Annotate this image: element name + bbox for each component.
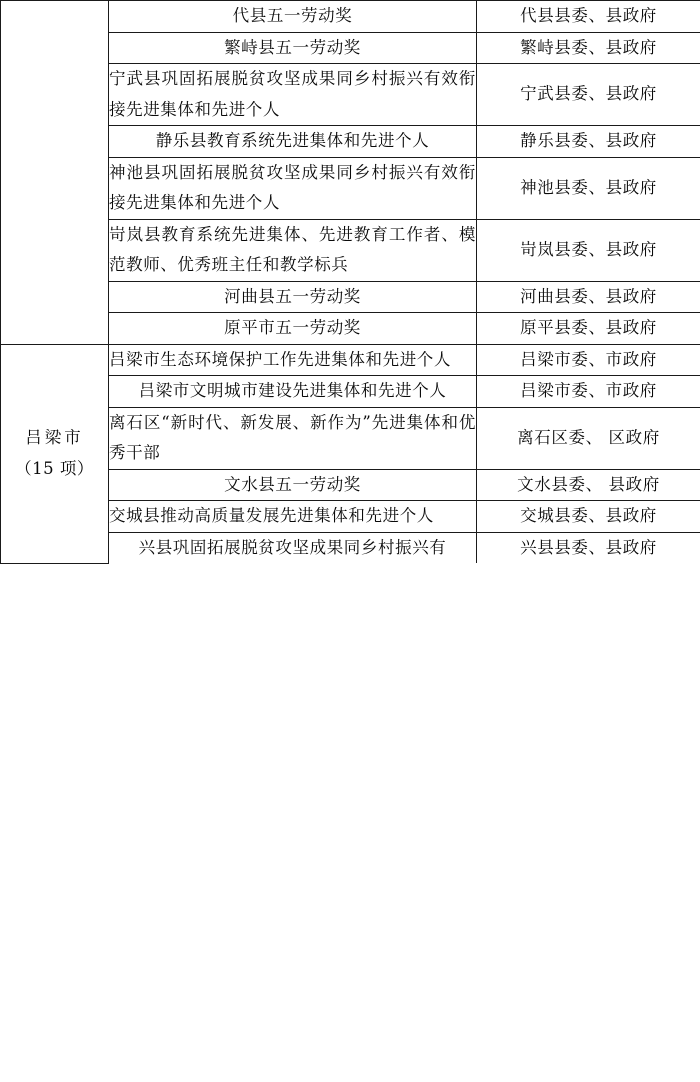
- award-item: 河曲县五一劳动奖: [109, 281, 477, 313]
- award-unit: 代县县委、县政府: [477, 1, 700, 33]
- award-item: 代县五一劳动奖: [109, 1, 477, 33]
- award-item: 离石区“新时代、新发展、新作为”先进集体和优秀干部: [109, 407, 477, 469]
- award-unit: 神池县委、县政府: [477, 157, 700, 219]
- award-unit: 原平县委、县政府: [477, 313, 700, 345]
- award-item: 繁峙县五一劳动奖: [109, 32, 477, 64]
- award-unit: 静乐县委、县政府: [477, 126, 700, 158]
- award-item: 岢岚县教育系统先进集体、先进教育工作者、模范教师、优秀班主任和教学标兵: [109, 219, 477, 281]
- award-unit: 宁武县委、县政府: [477, 64, 700, 126]
- award-unit: 繁峙县委、县政府: [477, 32, 700, 64]
- award-item: 宁武县巩固拓展脱贫攻坚成果同乡村振兴有效衔接先进集体和先进个人: [109, 64, 477, 126]
- table-row: [1, 1, 700, 33]
- award-item: 静乐县教育系统先进集体和先进个人: [109, 126, 477, 158]
- award-unit: 兴县县委、县政府: [477, 532, 700, 563]
- region-cell-continuation: [1, 1, 109, 345]
- award-item: 文水县五一劳动奖: [109, 469, 477, 501]
- region-count: （15 项）: [15, 458, 94, 478]
- award-unit: 吕梁市委、市政府: [477, 376, 700, 408]
- award-unit: 文水县委、 县政府: [477, 469, 700, 501]
- award-unit: 交城县委、县政府: [477, 501, 700, 533]
- table-row: [1, 344, 700, 376]
- table-body: [1, 1, 700, 564]
- award-unit: 河曲县委、县政府: [477, 281, 700, 313]
- award-item: 兴县巩固拓展脱贫攻坚成果同乡村振兴有: [109, 532, 477, 563]
- award-item: 交城县推动高质量发展先进集体和先进个人: [109, 501, 477, 533]
- award-unit: 离石区委、 区政府: [477, 407, 700, 469]
- award-item: 原平市五一劳动奖: [109, 313, 477, 345]
- award-item: 吕梁市生态环境保护工作先进集体和先进个人: [109, 344, 477, 376]
- region-name: 吕梁市: [25, 428, 84, 448]
- award-unit: 吕梁市委、市政府: [477, 344, 700, 376]
- award-unit: 岢岚县委、县政府: [477, 219, 700, 281]
- award-item: 神池县巩固拓展脱贫攻坚成果同乡村振兴有效衔接先进集体和先进个人: [109, 157, 477, 219]
- region-cell-lvliang: [1, 344, 109, 563]
- award-item: 吕梁市文明城市建设先进集体和先进个人: [109, 376, 477, 408]
